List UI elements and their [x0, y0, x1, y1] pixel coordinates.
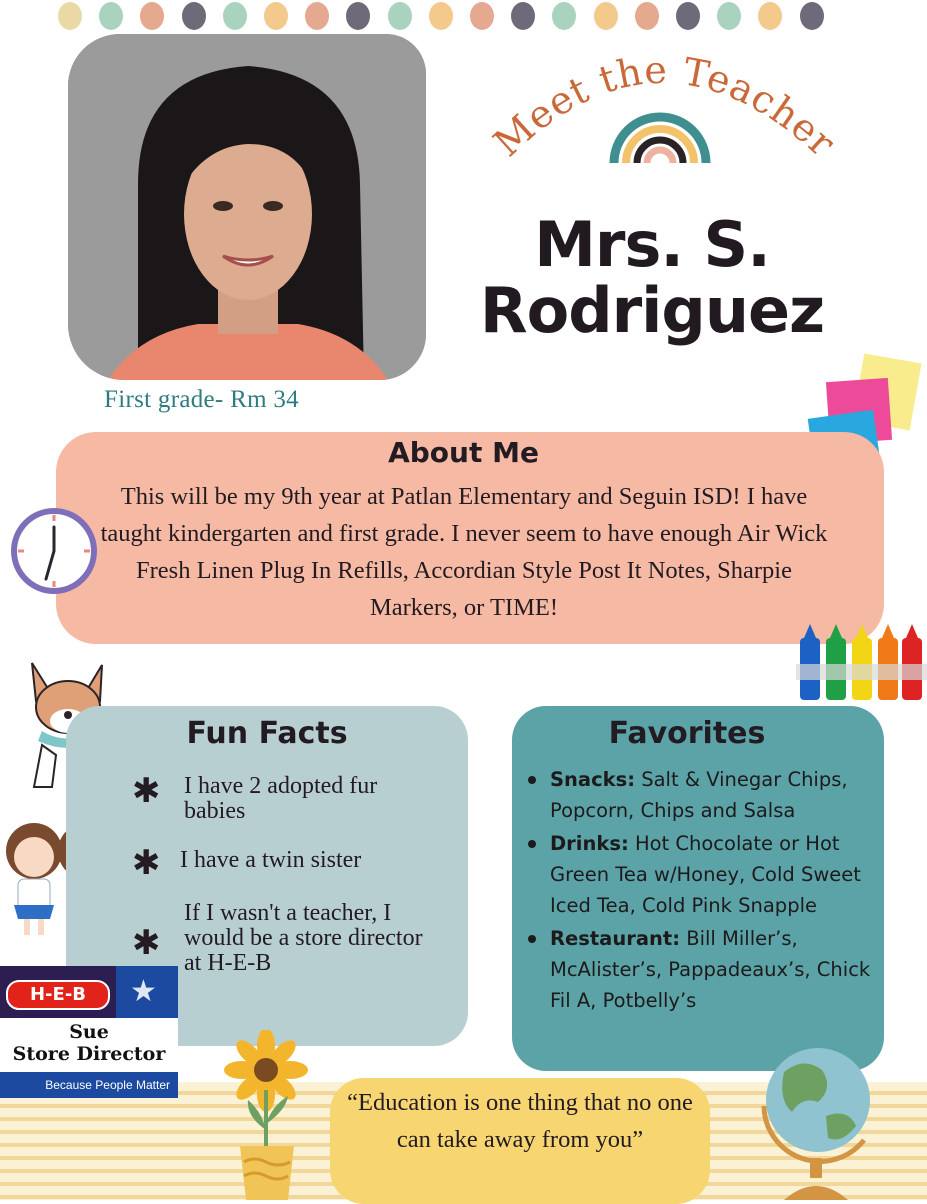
star-icon: ★ [130, 974, 157, 1009]
asterisk-bullet-icon: ✱ [132, 771, 161, 811]
decorative-dot [800, 2, 824, 30]
decorative-dot [676, 2, 700, 30]
decorative-dot [717, 2, 741, 30]
decorative-dot [758, 2, 782, 30]
rainbow-icon [614, 117, 706, 163]
texas-flag-panel [116, 966, 178, 1018]
favorite-item-snacks [520, 764, 876, 826]
teacher-portrait-illustration [68, 34, 426, 380]
badge-employee-name: Sue [69, 1021, 109, 1043]
decorative-dot [99, 2, 123, 30]
favorite-label: Drinks: [550, 832, 629, 855]
decorative-dot [429, 2, 453, 30]
about-me-title: About Me [388, 436, 539, 469]
decorative-dot [511, 2, 535, 30]
decorative-dot [58, 2, 82, 30]
clock-icon [8, 505, 100, 597]
fun-facts-title: Fun Facts [186, 716, 348, 751]
markers-icon [796, 620, 927, 704]
favorite-label: Restaurant: [550, 927, 680, 950]
heb-name-badge [0, 966, 178, 1098]
fun-fact-item: I have a twin sister [180, 847, 362, 873]
teacher-name-line2: Rodriguez [479, 274, 825, 347]
badge-employee-role: Store Director [12, 1043, 166, 1065]
decorative-dot [594, 2, 618, 30]
decorative-dot [264, 2, 288, 30]
favorite-value: Bill Miller’s, McAlister’s, Pappadeaux’s, Chick Fil A, Potbelly’s [550, 927, 871, 1012]
grade-room-label: First grade- Rm 34 [104, 386, 299, 413]
decorative-dot [388, 2, 412, 30]
decorative-dot [223, 2, 247, 30]
decorative-dot [140, 2, 164, 30]
favorite-item-restaurant [520, 923, 876, 1016]
favorites-title: Favorites [608, 716, 766, 751]
meet-title-text: Meet the Teacher [485, 47, 845, 166]
teacher-photo [68, 34, 426, 380]
decorative-dot [552, 2, 576, 30]
about-me-text: This will be my 9th year at Patlan Elementary and Seguin ISD! I have taught kindergarten and first grade. I never seem to have enough Air Wick Fresh Linen Plug In Refills, Accordian Style Post It Notes, Sharpie Markers, or TIME! [100, 483, 828, 621]
teacher-name-line1: Mrs. S. [534, 208, 770, 281]
teacher-name [442, 208, 862, 347]
favorite-label: Snacks: [550, 768, 636, 791]
decorative-dot [635, 2, 659, 30]
fun-fact-item: I have 2 adopted fur babies [184, 773, 378, 824]
fun-fact-item: If I wasn't a teacher, I would be a store director at H-E-B [184, 900, 423, 976]
asterisk-bullet-icon: ✱ [132, 843, 161, 883]
heb-logo: H-E-B [6, 980, 110, 1010]
favorite-value: Salt & Vinegar Chips, Popcorn, Chips and Salsa [550, 768, 848, 822]
decorative-dot [182, 2, 206, 30]
globe-icon [744, 1036, 884, 1200]
decorative-dot [470, 2, 494, 30]
decorative-dot [305, 2, 329, 30]
decorative-dots-row [58, 2, 878, 32]
quote-text: “Education is one thing that no one can take away from you” [347, 1089, 693, 1153]
heb-logo-panel [0, 966, 116, 1018]
asterisk-bullet-icon: ✱ [132, 923, 161, 963]
favorite-item-drinks [520, 828, 876, 921]
badge-tagline: Because People Matter [0, 1072, 178, 1098]
favorites-list [520, 764, 876, 1018]
sunflower-pot-illustration [222, 1030, 312, 1200]
meet-the-teacher-title [470, 38, 850, 188]
badge-name-area [0, 1018, 178, 1072]
decorative-dot [346, 2, 370, 30]
favorite-value: Hot Chocolate or Hot Green Tea w/Honey, Cold Sweet Iced Tea, Cold Pink Snapple [550, 832, 861, 917]
